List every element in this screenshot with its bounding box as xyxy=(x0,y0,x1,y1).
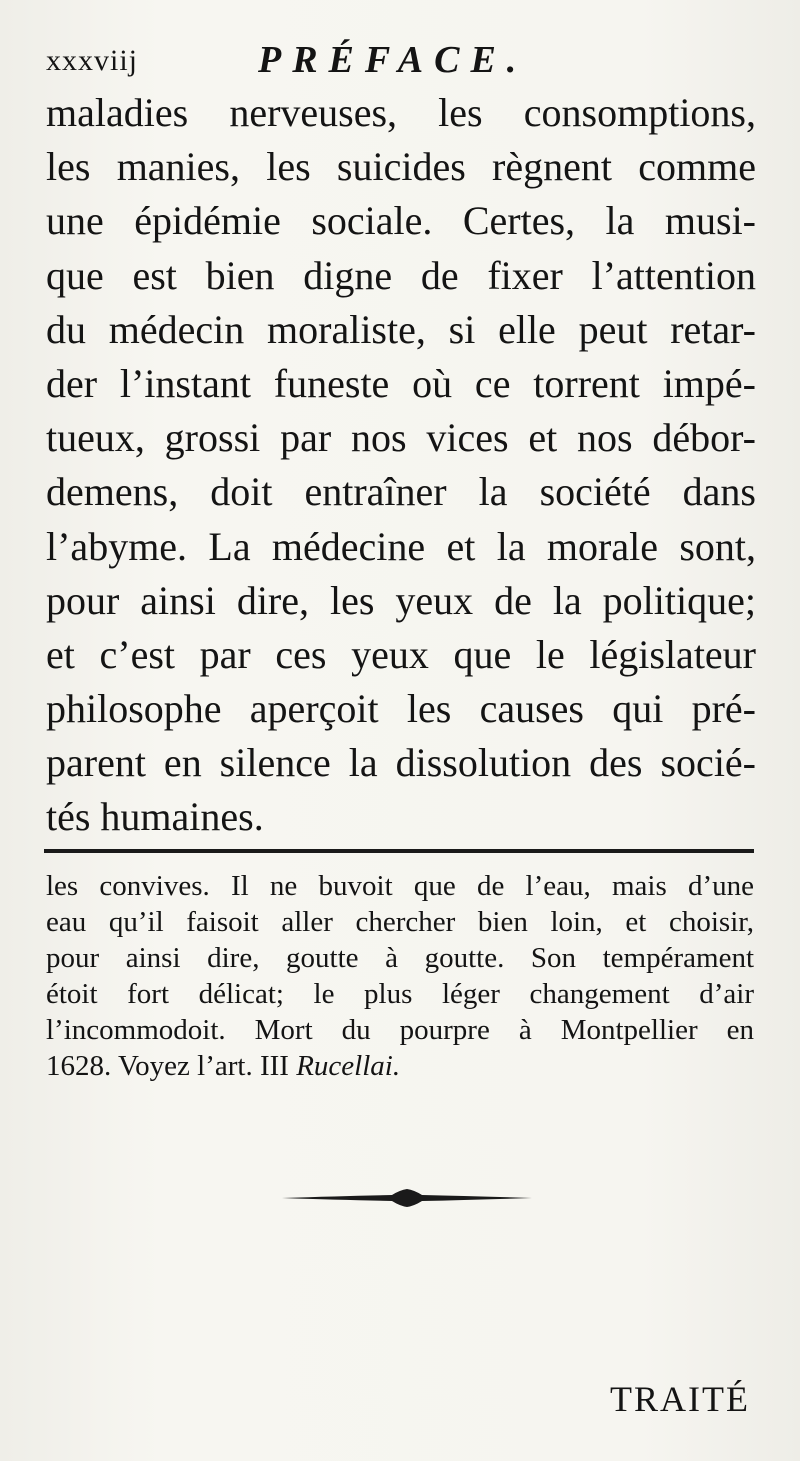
footnote-line: les convives. Il ne buvoit que de l’eau, mais d’une xyxy=(46,870,754,902)
ornamental-rule xyxy=(282,1188,532,1208)
footnote-italic-reference: Rucellai. xyxy=(296,1050,401,1082)
footnote xyxy=(46,868,754,1084)
footnote-line: l’incommodoit. Mort du pourpre à Montpellier en xyxy=(46,1014,754,1046)
text-line: tueux, grossi par nos vices et nos débor- xyxy=(46,415,756,461)
footnote-line-last xyxy=(46,1048,754,1084)
running-head: PRÉFACE. xyxy=(258,39,528,81)
footnote-rule xyxy=(44,849,754,853)
text-line: pour ainsi dire, les yeux de la politique; xyxy=(46,577,756,623)
text-line: une épidémie sociale. Certes, la musi- xyxy=(46,198,756,244)
text-line: philosophe aperçoit les causes qui pré- xyxy=(46,686,756,732)
footnote-line: étoit fort délicat; le plus léger changement d’air xyxy=(46,978,754,1010)
catchword: TRAITÉ xyxy=(610,1379,750,1419)
footnote-line: pour ainsi dire, goutte à goutte. Son tempérament xyxy=(46,942,754,974)
page-number: xxxviij xyxy=(46,44,139,77)
text-line: et c’est par ces yeux que le législateur xyxy=(46,631,756,677)
text-line: du médecin moraliste, si elle peut retar- xyxy=(46,306,756,352)
text-line: que est bien digne de fixer l’attention xyxy=(46,252,756,298)
main-text xyxy=(46,86,756,845)
text-line: demens, doit entraîner la société dans xyxy=(46,469,756,515)
text-line: les manies, les suicides règnent comme xyxy=(46,144,756,190)
footnote-line: eau qu’il faisoit aller chercher bien loin, et choisir, xyxy=(46,906,754,938)
text-line: maladies nerveuses, les consomptions, xyxy=(46,90,756,135)
text-line: tés humaines. xyxy=(46,794,264,840)
text-line: parent en silence la dissolution des socié- xyxy=(46,740,756,786)
text-line: der l’instant funeste où ce torrent impé- xyxy=(46,360,756,406)
text-line: l’abyme. La médecine et la morale sont, xyxy=(46,523,756,569)
footnote-line-text: 1628. Voyez l’art. III xyxy=(46,1050,297,1082)
page-header xyxy=(46,38,758,88)
